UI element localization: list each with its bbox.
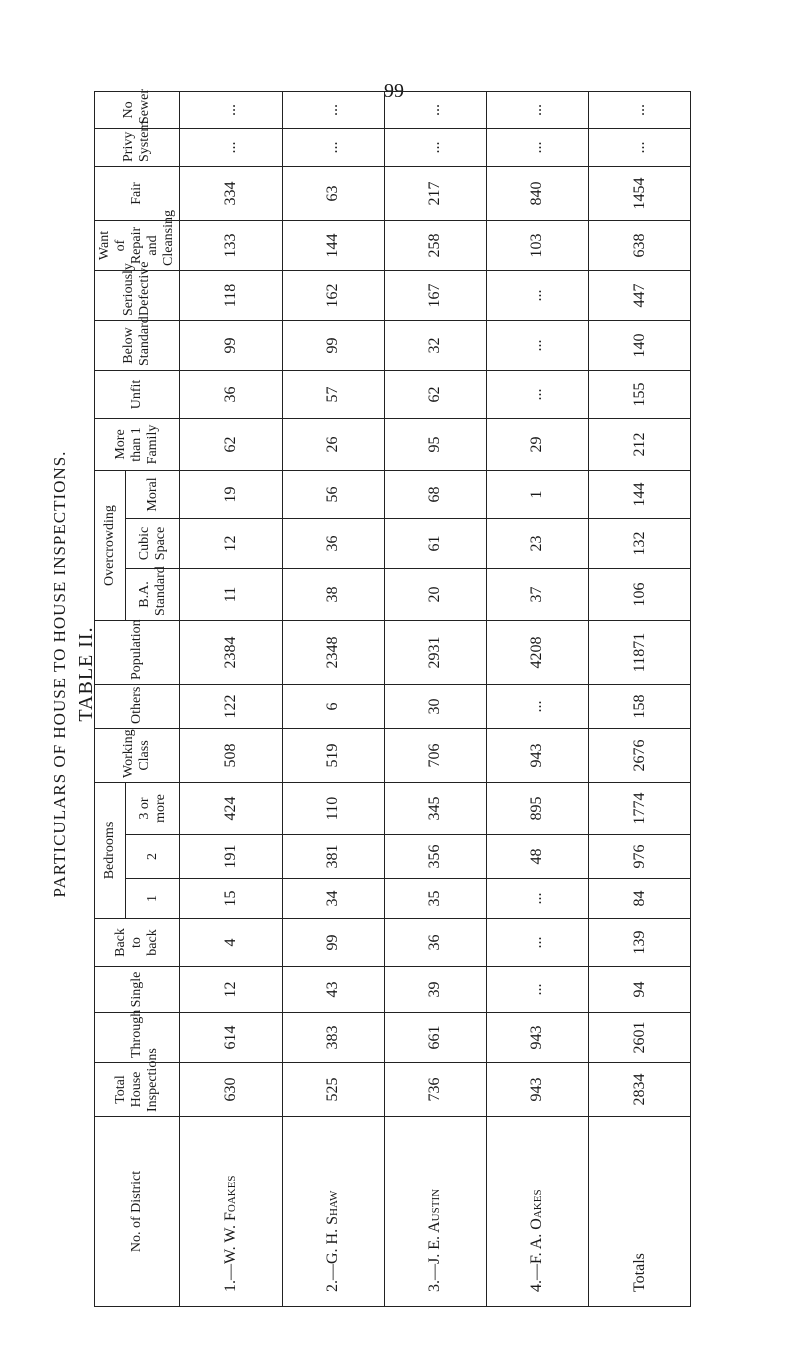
- others-cell: 122: [180, 685, 282, 729]
- moral-cell: 56: [282, 470, 384, 518]
- sewer-cell: ...: [384, 91, 486, 128]
- header-back-to-back: Back to back: [95, 919, 180, 967]
- bedrooms-2-cell: 191: [180, 835, 282, 879]
- ba-standard-cell: 38: [282, 569, 384, 621]
- single-cell: ...: [486, 967, 588, 1013]
- ba-standard-cell: 11: [180, 569, 282, 621]
- family-cell: 212: [589, 418, 691, 470]
- header-privy-system: Privy System: [95, 128, 180, 166]
- header-bedrooms-group: Bedrooms: [95, 783, 126, 919]
- bedrooms-1-cell: ...: [486, 879, 588, 919]
- defective-cell: ...: [486, 270, 588, 320]
- family-cell: 26: [282, 418, 384, 470]
- repair-cell: 638: [589, 220, 691, 270]
- header-working-class: Working Class: [95, 729, 180, 783]
- total-cell: 630: [180, 1063, 282, 1117]
- header-district: No. of District: [95, 1117, 180, 1307]
- ba-standard-cell: 20: [384, 569, 486, 621]
- fair-cell: 1454: [589, 166, 691, 220]
- page-number: 99: [384, 80, 404, 102]
- population-cell: 2348: [282, 621, 384, 685]
- back-to-back-cell: ...: [486, 919, 588, 967]
- moral-cell: 1: [486, 470, 588, 518]
- through-cell: 2601: [589, 1013, 691, 1063]
- fair-cell: 217: [384, 166, 486, 220]
- bedrooms-2-cell: 48: [486, 835, 588, 879]
- below-standard-cell: 32: [384, 320, 486, 370]
- header-population: Population: [95, 621, 180, 685]
- privy-cell: ...: [486, 128, 588, 166]
- header-bedrooms-3-or-more: 3 or more: [125, 783, 180, 835]
- population-cell: 2384: [180, 621, 282, 685]
- cubic-space-cell: 23: [486, 519, 588, 569]
- header-single: Single: [95, 967, 180, 1013]
- total-cell: 525: [282, 1063, 384, 1117]
- header-through: Through: [95, 1013, 180, 1063]
- bedrooms-1-cell: 84: [589, 879, 691, 919]
- total-cell: 736: [384, 1063, 486, 1117]
- district-cell: 3.—J. E. Austin: [384, 1117, 486, 1307]
- privy-cell: ...: [180, 128, 282, 166]
- cubic-space-cell: 12: [180, 519, 282, 569]
- single-cell: 12: [180, 967, 282, 1013]
- through-cell: 943: [486, 1013, 588, 1063]
- total-cell: 943: [486, 1063, 588, 1117]
- population-cell: 11871: [589, 621, 691, 685]
- cubic-space-cell: 61: [384, 519, 486, 569]
- district-cell: 1.—W. W. Foakes: [180, 1117, 282, 1307]
- back-to-back-cell: 139: [589, 919, 691, 967]
- total-cell: 2834: [589, 1063, 691, 1117]
- family-cell: 29: [486, 418, 588, 470]
- bedrooms-1-cell: 15: [180, 879, 282, 919]
- population-cell: 4208: [486, 621, 588, 685]
- header-want-of-repair: Want of Repair and Cleansing: [95, 220, 180, 270]
- table-row: [180, 91, 282, 1306]
- unfit-cell: 57: [282, 370, 384, 418]
- bedrooms-3-cell: 1774: [589, 783, 691, 835]
- repair-cell: 144: [282, 220, 384, 270]
- working-class-cell: 2676: [589, 729, 691, 783]
- working-class-cell: 519: [282, 729, 384, 783]
- header-row-groups: [95, 91, 126, 1306]
- sewer-cell: ...: [486, 91, 588, 128]
- repair-cell: 103: [486, 220, 588, 270]
- ba-standard-cell: 106: [589, 569, 691, 621]
- table-row: [384, 91, 486, 1306]
- through-cell: 614: [180, 1013, 282, 1063]
- others-cell: 30: [384, 685, 486, 729]
- family-cell: 62: [180, 418, 282, 470]
- header-below-standard: Below Standard: [95, 320, 180, 370]
- header-bedrooms-2: 2: [125, 835, 180, 879]
- table-row: [486, 91, 588, 1306]
- sewer-cell: ...: [180, 91, 282, 128]
- defective-cell: 447: [589, 270, 691, 320]
- header-fair: Fair: [95, 166, 180, 220]
- below-standard-cell: 140: [589, 320, 691, 370]
- bedrooms-3-cell: 895: [486, 783, 588, 835]
- header-overcrowding-group: Overcrowding: [95, 470, 126, 620]
- bedrooms-1-cell: 34: [282, 879, 384, 919]
- single-cell: 39: [384, 967, 486, 1013]
- family-cell: 95: [384, 418, 486, 470]
- header-unfit: Unfit: [95, 370, 180, 418]
- defective-cell: 162: [282, 270, 384, 320]
- inspections-table: [94, 88, 691, 1307]
- fair-cell: 63: [282, 166, 384, 220]
- bedrooms-2-cell: 976: [589, 835, 691, 879]
- privy-cell: ...: [384, 128, 486, 166]
- privy-cell: ...: [589, 128, 691, 166]
- moral-cell: 19: [180, 470, 282, 518]
- table-row: [282, 91, 384, 1306]
- others-cell: ...: [486, 685, 588, 729]
- repair-cell: 258: [384, 220, 486, 270]
- header-more-than-one-family: More than 1 Family: [95, 418, 180, 470]
- defective-cell: 118: [180, 270, 282, 320]
- bedrooms-2-cell: 381: [282, 835, 384, 879]
- through-cell: 661: [384, 1013, 486, 1063]
- ba-standard-cell: 37: [486, 569, 588, 621]
- single-cell: 43: [282, 967, 384, 1013]
- cubic-space-cell: 36: [282, 519, 384, 569]
- unfit-cell: 155: [589, 370, 691, 418]
- below-standard-cell: 99: [282, 320, 384, 370]
- working-class-cell: 706: [384, 729, 486, 783]
- header-total-inspections: Total House Inspections: [95, 1063, 180, 1117]
- unfit-cell: ...: [486, 370, 588, 418]
- sewer-cell: ...: [282, 91, 384, 128]
- bedrooms-3-cell: 345: [384, 783, 486, 835]
- below-standard-cell: ...: [486, 320, 588, 370]
- header-no-sewer: No Sewer: [95, 91, 180, 128]
- fair-cell: 334: [180, 166, 282, 220]
- back-to-back-cell: 99: [282, 919, 384, 967]
- header-bedrooms-1: 1: [125, 879, 180, 919]
- bedrooms-3-cell: 424: [180, 783, 282, 835]
- header-moral: Moral: [125, 470, 180, 518]
- others-cell: 158: [589, 685, 691, 729]
- repair-cell: 133: [180, 220, 282, 270]
- moral-cell: 68: [384, 470, 486, 518]
- bedrooms-3-cell: 110: [282, 783, 384, 835]
- back-to-back-cell: 36: [384, 919, 486, 967]
- others-cell: 6: [282, 685, 384, 729]
- header-ba-standard: B.A. Standard: [125, 569, 180, 621]
- moral-cell: 144: [589, 470, 691, 518]
- defective-cell: 167: [384, 270, 486, 320]
- header-others: Others: [95, 685, 180, 729]
- table-subtitle: PARTICULARS OF HOUSE TO HOUSE INSPECTIONS.: [50, 450, 69, 898]
- privy-cell: ...: [282, 128, 384, 166]
- district-cell: 2.—G. H. Shaw: [282, 1117, 384, 1307]
- working-class-cell: 943: [486, 729, 588, 783]
- sewer-cell: ...: [589, 91, 691, 128]
- table-title: TABLE II.: [75, 626, 97, 722]
- header-cubic-space: Cubic Space: [125, 519, 180, 569]
- single-cell: 94: [589, 967, 691, 1013]
- header-seriously-defective: Seriously Defective: [95, 270, 180, 320]
- through-cell: 383: [282, 1013, 384, 1063]
- fair-cell: 840: [486, 166, 588, 220]
- totals-label: Totals: [589, 1117, 691, 1307]
- below-standard-cell: 99: [180, 320, 282, 370]
- cubic-space-cell: 132: [589, 519, 691, 569]
- unfit-cell: 36: [180, 370, 282, 418]
- unfit-cell: 62: [384, 370, 486, 418]
- working-class-cell: 508: [180, 729, 282, 783]
- district-cell: 4.—F. A. Oakes: [486, 1117, 588, 1307]
- bedrooms-2-cell: 356: [384, 835, 486, 879]
- bedrooms-1-cell: 35: [384, 879, 486, 919]
- population-cell: 2931: [384, 621, 486, 685]
- totals-row: [589, 91, 691, 1306]
- back-to-back-cell: 4: [180, 919, 282, 967]
